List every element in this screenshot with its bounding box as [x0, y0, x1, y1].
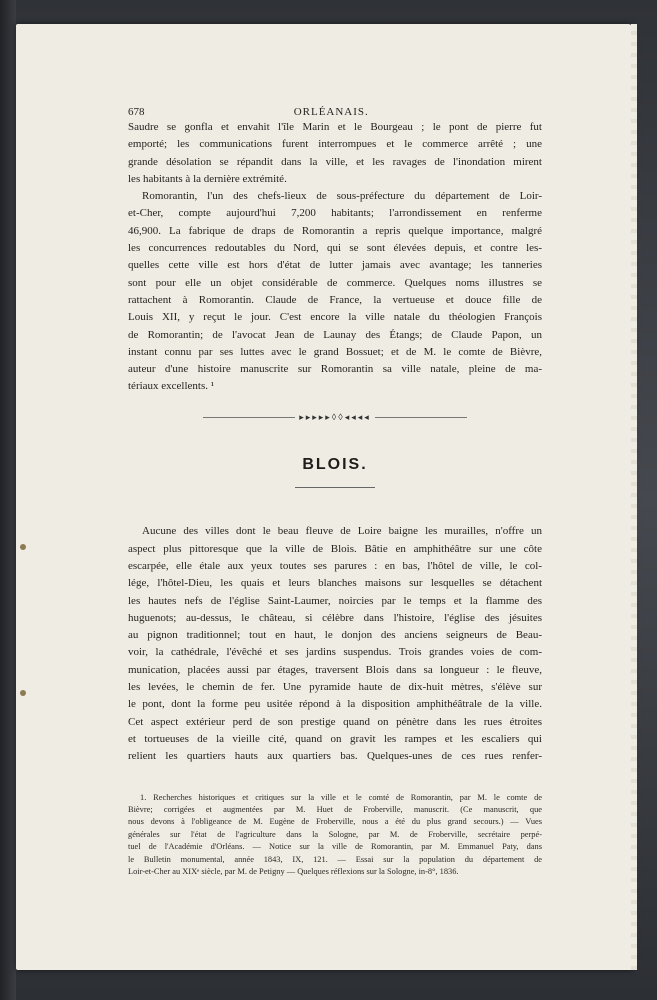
text-line: rattachent à Romorantin. Claude de France, la vertueuse et douce fille de	[128, 293, 542, 306]
footnote-line: le Bulletin monumental, année 1843, IX, 121. — Essai sur la population du département de	[128, 854, 542, 864]
text-line: le pont, dont la forme peu usitée répond à la disposition amphithéâtrale de la ville.	[128, 698, 542, 711]
page-text	[128, 104, 542, 878]
footnote-line: tuel de l'Académie d'Orléans. — Notice sur la ville de Romorantin, par M. Emmanuel Paty, dans	[128, 842, 542, 852]
text-line: Louis XII, y reçut le jour. C'est encore la ville natale du théologien François	[128, 311, 542, 324]
text-line: Saudre se gonfla et envahit l'île Marin et le Bourgeau ; le pont de pierre fut	[128, 121, 542, 133]
footnote-line: nous devons à l'obligeance de M. Eugène de Froberville, nous a été du plus grand secours.) — Vues	[128, 817, 542, 827]
ornament-rule	[203, 417, 295, 418]
section-ornament	[128, 409, 542, 426]
text-line: les concurrences redoutables du Nord, qui se sont élevées depuis, et contre les-	[128, 242, 542, 255]
text-line: munication, placées aussi par étages, traversent Blois dans sa longueur : le fleuve,	[128, 663, 542, 676]
footnotes	[128, 792, 542, 879]
title-rule	[295, 487, 375, 488]
ornament-rule	[375, 417, 467, 418]
paragraph-inondation	[128, 119, 542, 188]
binding-holes	[20, 544, 26, 836]
text-line: grande désolation se répandit dans la ville, et les ravages de l'inondation mirent	[128, 155, 542, 168]
binding-hole	[20, 690, 26, 696]
text-line: aspect plus pittoresque que la ville de Blois. Bâtie en amphithéâtre sur une côte	[128, 542, 542, 555]
footnote-line: générales sur l'état de l'agriculture dans la Sologne, par M. de Froberville, secrétaire perpé-	[128, 829, 542, 839]
text-line: Romorantin, l'un des chefs-lieux de sous-préfecture du département de Loir-	[142, 190, 542, 203]
footnote-line: Bièvre; corrigées et augmentées par M. Huet de Froberville, manuscrit. (Ce manuscrit, que	[128, 804, 542, 814]
text-line: voir, la cathédrale, l'évêché et ses jardins suspendus. Trois grandes voies de com-	[128, 646, 542, 659]
text-line: emporté; les communications furent interrompues et le commerce arrêté ; une	[128, 138, 542, 151]
text-line: de Romorantin; de l'avocat Jean de Launay des Étangs; de Claude Papon, un	[128, 328, 542, 341]
text-line: relient les quartiers hauts aux quartiers bas. Quelques-unes de ces rues renfer-	[128, 750, 542, 763]
text-line: au pignon traditionnel; tout en haut, le donjon des anciens seigneurs de Beau-	[128, 629, 542, 642]
text-line: huguenots; au-dessus, le château, si célèbre dans l'histoire, l'église des jésuites	[128, 611, 542, 624]
text-line: les levées, le chemin de fer. Une pyramide haute de dix-huit mètres, s'élève sur	[128, 681, 542, 694]
text-line: Cet aspect extérieur perd de son prestige quand on pénètre dans les rues étroites	[128, 715, 542, 728]
text-line: 46,900. La fabrique de draps de Romorantin a repris quelque importance, malgré	[128, 224, 542, 237]
text-line: et-Cher, compte aujourd'hui 7,200 habitants; l'arrondissement en renferme	[128, 207, 542, 220]
text-line: quelles cette ville est hors d'état de lutter jamais avec avantage; les tanneries	[128, 259, 542, 272]
footnote-line: Loir-et-Cher au XIXᵉ siècle, par M. de Petigny — Quelques réflexions sur la Sologne, in-8°, 1836.	[128, 866, 459, 876]
text-line: les habitants à la dernière extrémité.	[128, 172, 287, 185]
text-line: Aucune des villes dont le beau fleuve de Loire baigne les murailles, n'offre un	[142, 525, 542, 538]
text-line: lége, l'hôtel-Dieu, les quais et leurs blanches maisons sur lesquelles se détachent	[128, 577, 542, 590]
paragraph-blois	[128, 523, 542, 765]
page-number: 678	[128, 106, 145, 118]
text-line: tériaux excellents. ¹	[128, 380, 215, 393]
text-line: sont pour elle un objet considérable de commerce. Quelques noms illustres se	[128, 276, 542, 289]
footnote-line: 1. Recherches historiques et critiques sur la ville et le comté de Romorantin, par M. le comte de	[140, 792, 542, 802]
running-header	[128, 104, 542, 119]
paragraph-romorantin	[128, 188, 542, 396]
running-title: ORLÉANAIS.	[293, 106, 369, 118]
text-line: les hautes nefs de l'église Saint-Laumer, noircies par le temps et la flamme des	[128, 594, 542, 607]
ornament-glyphs: ▸▸▸▸▸◊◊◂◂◂◂	[299, 411, 371, 422]
text-line: auteur d'une histoire manuscrite sur Romorantin sa ville natale, pleine de ma-	[128, 363, 542, 376]
section-title: BLOIS.	[302, 456, 368, 474]
text-line: instant connu par ses luttes avec le grand Bossuet; et de M. le comte de Bièvre,	[128, 345, 542, 358]
binding-hole	[20, 544, 26, 550]
binder-shadow	[0, 0, 16, 1000]
text-line: escarpée, elle étale aux yeux toutes ses parures : en bas, l'hôtel de ville, le col-	[128, 559, 542, 572]
text-line: et tortueuses de la vieille cité, quand on gravit les rampes et les escaliers qui	[128, 732, 542, 745]
